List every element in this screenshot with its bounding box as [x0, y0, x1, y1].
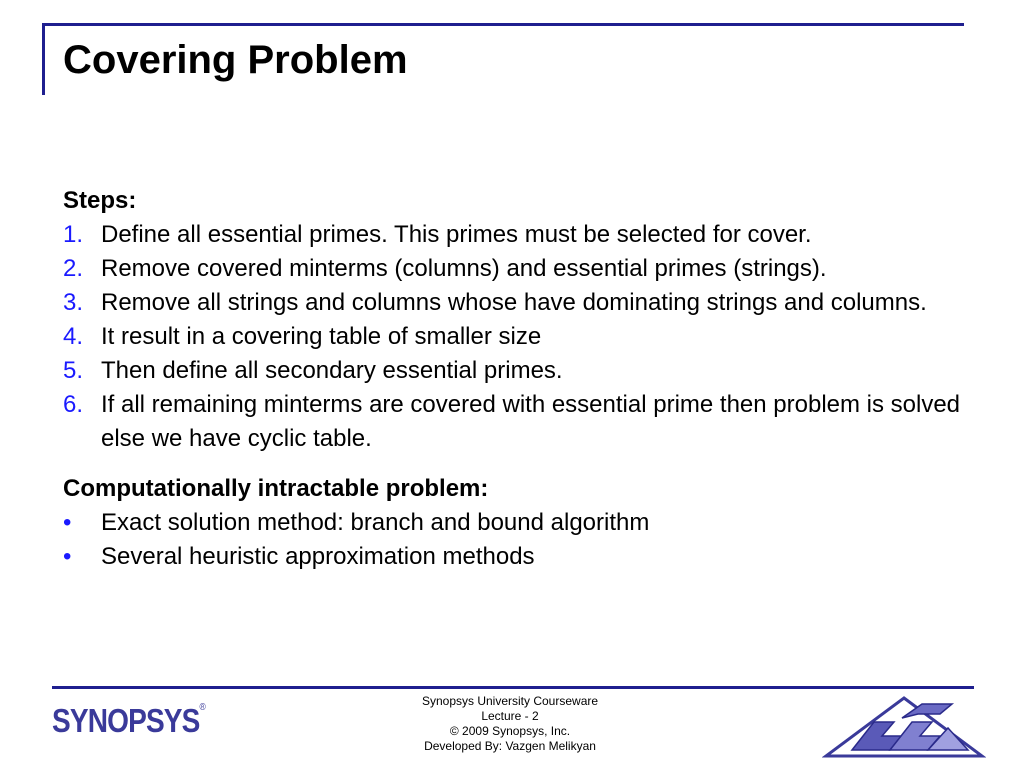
footer-copyright: © 2009 Synopsys, Inc.: [449, 724, 571, 738]
method-text: Exact solution method: branch and bound algorithm: [101, 509, 650, 536]
slide-body: [63, 184, 983, 574]
registered-mark: ®: [199, 702, 205, 713]
title-top-rule: [42, 23, 964, 26]
footer-courseware: Synopsys University Courseware: [421, 694, 599, 708]
step-number: 6.: [63, 391, 84, 418]
bullet-marker: •: [63, 543, 72, 570]
step-number: 2.: [63, 255, 84, 282]
step-item: [63, 320, 983, 354]
title-left-rule: [42, 23, 45, 95]
step-number: 4.: [63, 323, 84, 350]
step-item: [63, 388, 983, 456]
step-item: [63, 354, 983, 388]
footer-author: Developed By: Vazgen Melikyan: [424, 739, 596, 753]
slide-title: Covering Problem: [63, 38, 408, 82]
step-text: Then define all secondary essential primes.: [101, 357, 563, 384]
step-text: It result in a covering table of smaller size: [101, 323, 542, 350]
step-item: [63, 286, 983, 320]
method-item: [63, 506, 983, 540]
step-number: 3.: [63, 289, 84, 316]
logo-text: SYNOPSYS: [52, 702, 200, 739]
bullet-marker: •: [63, 509, 72, 536]
steps-heading: Steps:: [63, 187, 137, 214]
step-text: Define all essential primes. This primes must be selected for cover.: [101, 221, 812, 248]
footer-lecture: Lecture - 2: [481, 709, 539, 723]
step-number: 5.: [63, 357, 84, 384]
step-text: Remove all strings and columns whose have dominating strings and columns.: [101, 289, 927, 316]
step-text: Remove covered minterms (columns) and essential primes (strings).: [101, 255, 827, 282]
method-text: Several heuristic approximation methods: [101, 543, 535, 570]
synopsys-logo: [52, 702, 205, 740]
step-item: [63, 218, 983, 252]
intractable-heading: Computationally intractable problem:: [63, 475, 489, 502]
step-number: 1.: [63, 221, 84, 248]
step-text: If all remaining minterms are covered with essential prime then problem is solved else we have cyclic table.: [101, 391, 961, 452]
triangle-emblem-icon: [822, 692, 986, 762]
steps-list: [63, 218, 983, 456]
methods-list: [63, 506, 983, 574]
footer-rule: [52, 686, 974, 689]
method-item: [63, 540, 983, 574]
footer-text: [380, 694, 640, 754]
step-item: [63, 252, 983, 286]
